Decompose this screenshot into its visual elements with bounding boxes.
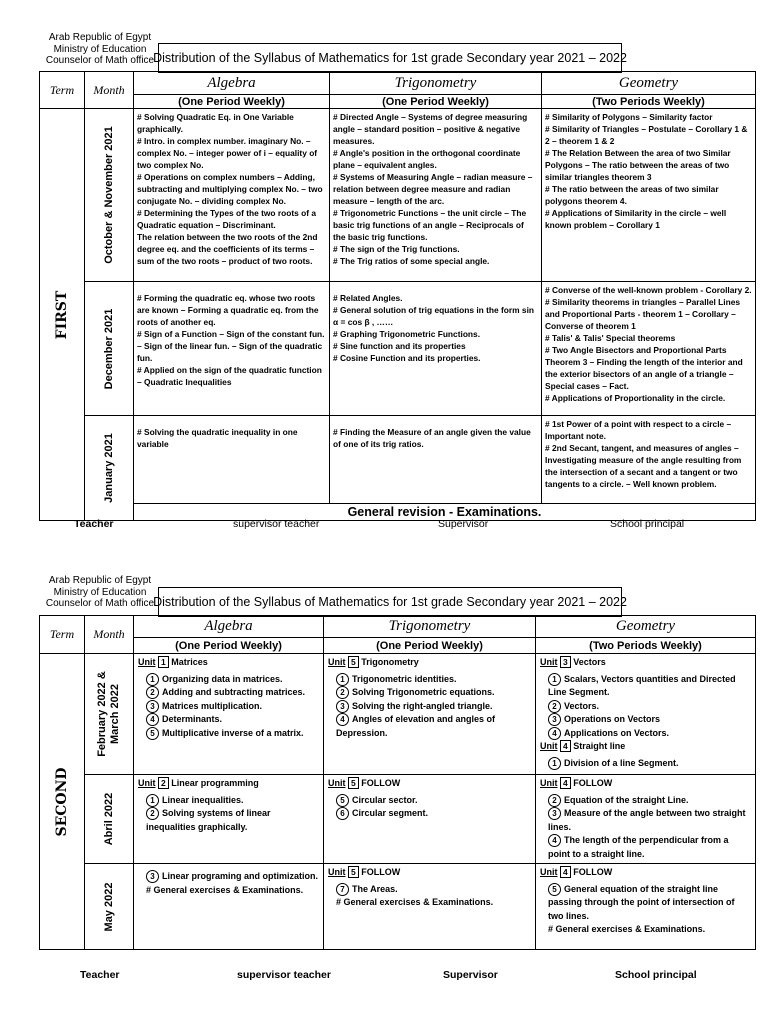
- month-feb-mar-2022: February 2022 & March 2022: [85, 654, 134, 775]
- document-title: [153, 43, 627, 73]
- month-oct-nov-2021: October & November 2021: [85, 109, 134, 282]
- term-label-second: SECOND: [40, 654, 85, 950]
- header-ministry-block: [42, 32, 158, 67]
- second-r1-trigonometry: Unit 5 Trigonometry 1 Trigonometric identities. 2 Solving Trigonometric equations. 3 Solving the right-angled triangle. 4 Angles of elevation and angles of Depression.: [324, 654, 536, 775]
- col-header-month: Month: [85, 72, 134, 109]
- first-r3-geometry: # 1st Power of a point with respect to a circle – Important note. # 2nd Secant, tangent, and measures of angles – Investigating measure of the angle resulting from the intersection of a secant and a tangent or two tangents to a circle. – Well known problem.: [542, 416, 756, 504]
- first-r1-geometry: # Similarity of Polygons – Similarity factor # Similarity of Triangles – Postulate – Corollary 1 & 2 – theorem 1 & 2 # The Relation Between the area of two Similar Polygons – The ratio between the areas of two similar triangles theorem 3 # The ratio between the areas of two similar polygons theorem 4. # Applications of Similarity in the circle – well known problem – Corollary 1: [542, 109, 756, 282]
- sig-supervisor-2: Supervisor: [443, 969, 498, 981]
- document-title-text-2: Distribution of the Syllabus of Mathematics for 1st grade Secondary year 2021 – 2022: [153, 595, 627, 609]
- col-header-term-2: Term: [40, 616, 85, 654]
- sig-principal-1: School principal: [610, 518, 685, 530]
- col-header-algebra-2: Algebra: [134, 616, 324, 638]
- header-line-ministry-2: Ministry of Education: [53, 586, 147, 598]
- first-term-table: [39, 71, 756, 521]
- sig-principal-2: School principal: [615, 969, 697, 981]
- header-line-office-2: Counselor of Math office: [45, 598, 155, 609]
- second-r1-algebra: Unit 1 Matrices 1 Organizing data in matrices. 2 Adding and subtracting matrices. 3 Matrices multiplication. 4 Determinants. 5 Multiplicative inverse of a matrix.: [134, 654, 324, 775]
- sig-supervisor-teacher-2: supervisor teacher: [237, 969, 331, 981]
- first-r2-geometry: # Converse of the well-known problem - Corollary 2. # Similarity theorems in triangles – Parallel Lines and Proportional Parts - theorem 1 – Corollary – Converse of theorem 1 # Talis' & Talis' Special theorems # Two Angle Bisectors and Proportional Parts Theorem 3 – Finding the length of the interior and the exterior bisectors of an angle of a triangle – Special cases – Fact. # Applications of Proportionality in the circle.: [542, 282, 756, 416]
- first-r2-trigonometry: # Related Angles. # General solution of trig equations in the form sin α = cos β , …… # Graphing Trigonometric Functions. # Sine function and its properties # Cosine Function and its properties.: [330, 282, 542, 416]
- col-header-trigonometry-2: Trigonometry: [324, 616, 536, 638]
- document-title-2: [153, 587, 627, 617]
- col-header-month-2: Month: [85, 616, 134, 654]
- col-header-geometry-2: Geometry: [536, 616, 756, 638]
- sig-teacher-1: Teacher: [74, 518, 114, 530]
- general-revision: General revision - Examinations.: [134, 503, 756, 520]
- col-header-algebra: Algebra: [134, 72, 330, 95]
- second-r2-algebra: Unit 2 Linear programming 1 Linear inequalities. 2 Solving systems of linear inequalities graphically.: [134, 775, 324, 864]
- first-r3-trigonometry: # Finding the Measure of an angle given the value of one of its trig ratios.: [330, 416, 542, 504]
- first-r2-algebra: # Forming the quadratic eq. whose two roots are known – Forming a quadratic eq. from the roots of another eq. # Sign of a Function – Sign of the constant fun. – Sign of the linear fun. – Sign of the quadratic fun. # Applied on the sign of the quadratic function – Quadratic Inequalities: [134, 282, 330, 416]
- geometry-period-2: (Two Periods Weekly): [536, 638, 756, 654]
- first-r3-algebra: # Solving the quadratic inequality in one variable: [134, 416, 330, 504]
- second-r2-geometry: Unit 4 FOLLOW 2 Equation of the straight Line. 3 Measure of the angle between two straight lines. 4 The length of the perpendicular from a point to a straight line.: [536, 775, 756, 864]
- sig-teacher-2: Teacher: [80, 969, 120, 981]
- header-line-ministry: Ministry of Education: [53, 43, 147, 55]
- col-header-trigonometry: Trigonometry: [330, 72, 542, 95]
- header-ministry-block-2: [42, 575, 158, 610]
- header-line-country: Arab Republic of Egypt: [48, 32, 152, 43]
- col-header-term: Term: [40, 72, 85, 109]
- first-r1-trigonometry: # Directed Angle – Systems of degree measuring angle – standard position – positive & negative measures. # Angle's position in the orthogonal coordinate plane – equivalent angles. # Systems of Measuring Angle – radian measure – relation between degree measure and radian measure – length of the arc. # Trigonometric Functions – the unit circle – The basic trig functions of an angle – Reciprocals of the basic trig functions. # The sign of the Trig functions. # The Trig ratios of some special angle.: [330, 109, 542, 282]
- sig-supervisor-teacher-1: supervisor teacher: [233, 518, 320, 530]
- second-r3-geometry: Unit 4 FOLLOW 5 General equation of the straight line passing through the point of intersection of two lines. # General exercises & Examinations.: [536, 864, 756, 950]
- header-line-office: Counselor of Math office: [45, 55, 155, 66]
- second-r2-trigonometry: Unit 5 FOLLOW 5 Circular sector. 6 Circular segment.: [324, 775, 536, 864]
- month-may-2022: May 2022: [85, 864, 134, 950]
- month-dec-2021: December 2021: [85, 282, 134, 416]
- trigonometry-period: (One Period Weekly): [330, 95, 542, 109]
- col-header-geometry: Geometry: [542, 72, 756, 95]
- term-label-first: FIRST: [40, 109, 85, 521]
- trigonometry-period-2: (One Period Weekly): [324, 638, 536, 654]
- geometry-period: (Two Periods Weekly): [542, 95, 756, 109]
- header-line-country-2: Arab Republic of Egypt: [48, 575, 152, 586]
- document-title-text: Distribution of the Syllabus of Mathematics for 1st grade Secondary year 2021 – 2022: [153, 51, 627, 65]
- sig-supervisor-1: Supervisor: [438, 518, 489, 530]
- algebra-period: (One Period Weekly): [134, 95, 330, 109]
- month-jan-2021: January 2021: [85, 416, 134, 521]
- first-r1-algebra: # Solving Quadratic Eq. in One Variable graphically. # Intro. in complex number. imaginary No. – complex No. – integer power of i – equality of two complex No. # Operations on complex numbers – Adding, subtracting and multiplying complex No. – two conjugate No. – dividing complex No. # Determining the Types of the two roots of a Quadratic equation – Discriminant. The relation between the two roots of the 2nd degree eq. and the coefficients of its terms – sum of the two roots – product of two roots.: [134, 109, 330, 282]
- month-april-2022: Abril 2022: [85, 775, 134, 864]
- second-r1-geometry: Unit 3 Vectors 1 Scalars, Vectors quantities and Directed Line Segment. 2 Vectors. 3 Operations on Vectors 4 Applications on Vectors. Unit 4 Straight line 1 Division of a line Segment.: [536, 654, 756, 775]
- algebra-period-2: (One Period Weekly): [134, 638, 324, 654]
- second-term-table: [39, 615, 756, 950]
- second-r3-trigonometry: Unit 5 FOLLOW 7 The Areas. # General exercises & Examinations.: [324, 864, 536, 950]
- second-r3-algebra: 3 Linear programing and optimization. # General exercises & Examinations.: [134, 864, 324, 950]
